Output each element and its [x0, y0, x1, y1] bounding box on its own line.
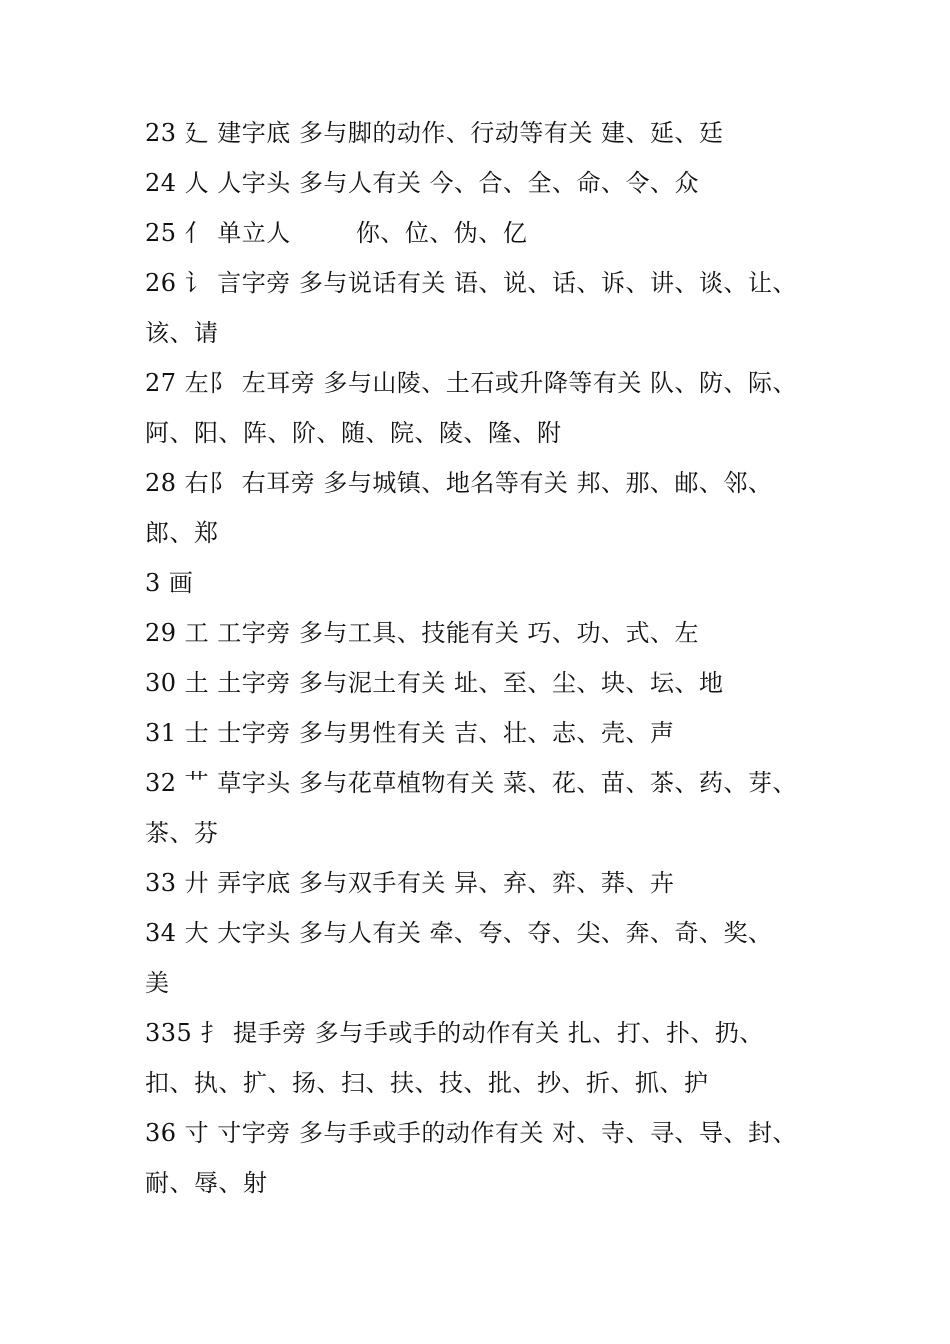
text-line: 27 左阝 左耳旁 多与山陵、土石或升降等有关 队、防、际、 [145, 369, 798, 397]
text-line: 扣、执、扩、扬、扫、扶、技、批、抄、折、抓、护 [145, 1069, 709, 1097]
text-line: 郎、郑 [145, 519, 219, 547]
text-line: 28 右阝 右耳旁 多与城镇、地名等有关 邦、那、邮、邻、 [145, 469, 773, 497]
text-line: 23 廴 建字底 多与脚的动作、行动等有关 建、延、廷 [145, 119, 724, 147]
document-page [145, 108, 825, 1208]
text-line: 33 廾 弄字底 多与双手有关 异、弃、弈、莽、卉 [145, 869, 675, 897]
section-heading: 3 画 [145, 569, 194, 597]
text-line: 36 寸 寸字旁 多与手或手的动作有关 对、寺、寻、导、封、 [145, 1119, 798, 1147]
text-line: 25 亻 单立人 你、位、伪、亿 [145, 219, 528, 247]
text-line: 阿、阳、阵、阶、随、院、陵、隆、附 [145, 419, 562, 447]
text-line: 30 土 土字旁 多与泥土有关 址、至、尘、块、坛、地 [145, 669, 724, 697]
text-line: 31 士 士字旁 多与男性有关 吉、壮、志、壳、声 [145, 719, 675, 747]
text-line: 茶、芬 [145, 819, 219, 847]
text-line: 该、请 [145, 319, 219, 347]
text-line: 26 讠 言字旁 多与说话有关 语、说、话、诉、讲、谈、让、 [145, 269, 798, 297]
text-line: 34 大 大字头 多与人有关 牵、夸、夺、尖、奔、奇、奖、 [145, 919, 773, 947]
text-line: 24 人 人字头 多与人有关 今、合、全、命、令、众 [145, 169, 700, 197]
text-line: 29 工 工字旁 多与工具、技能有关 巧、功、式、左 [145, 619, 700, 647]
text-line: 335 扌 提手旁 多与手或手的动作有关 扎、打、扑、扔、 [145, 1019, 764, 1047]
text-line: 耐、辱、射 [145, 1169, 268, 1197]
text-line: 32 艹 草字头 多与花草植物有关 菜、花、苗、茶、药、芽、 [145, 769, 798, 797]
text-line: 美 [145, 969, 170, 997]
